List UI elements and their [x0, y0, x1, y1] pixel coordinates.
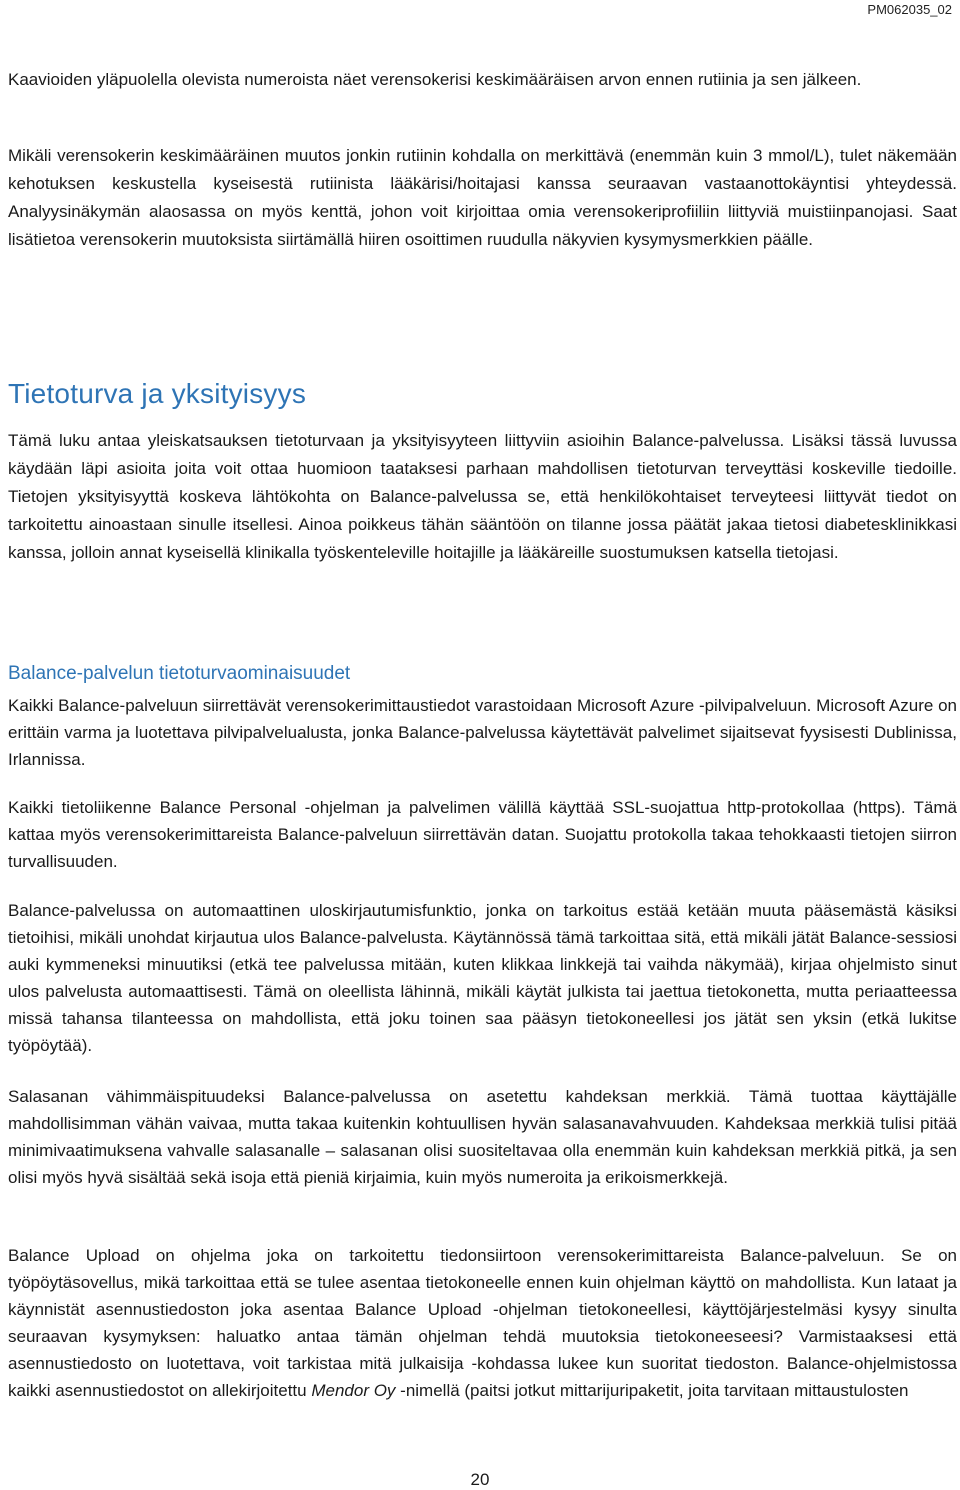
subsection-heading: Balance-palvelun tietoturvaominaisuudet: [8, 663, 351, 684]
subsection-paragraph-2: Kaikki tietoliikenne Balance Personal -ohjelman ja palvelimen välillä käyttää SSL-suojattua http-protokollaa (https). Tämä kattaa myös verensokerimittareista Balance-palveluun siirrettävän datan. Suojattu protokolla takaa tehokkaasti tietojen siirron turvallisuuden.: [8, 798, 957, 871]
document-code: PM062035_02: [867, 2, 952, 17]
subsection-paragraph-5: [8, 1242, 957, 1404]
subsection-paragraph-1: Kaikki Balance-palveluun siirrettävät verensokerimittaustiedot varastoidaan Microsoft Azure -pilvipalveluun. Microsoft Azure on erittäin varma ja luotettava pilvipalvelualusta, jonka Balance-palvelussa käytettävät palvelimet sijaitsevat fyysisesti Dublinissa, Irlannissa.: [8, 696, 957, 769]
paragraph-5-text-end: -nimellä (paitsi jotkut mittarijuripaketit, joita tarvitaan mittaustulosten: [395, 1381, 909, 1400]
intro-paragraph-2: Mikäli verensokerin keskimääräinen muutos jonkin rutiinin kohdalla on merkittävä (enemmän kuin 3 mmol/L), tulet näkemään kehotuksen keskustella kyseisestä rutiinista lääkärisi/hoitajasi kanssa seuraavan vastaanottokäyntisi yhteydessä. Analyysinäkymän alaosassa on myös kenttä, johon voit kirjoittaa omia verensokeriprofiiliin liittyviä muistiinpanojasi. Saat lisätietoa verensokerin muutoksista siirtämällä hiiren osoittimen ruudulla näkyvien kysymysmerkkien päälle.: [8, 146, 957, 249]
subsection-paragraph-4: Salasanan vähimmäispituudeksi Balance-palvelussa on asetettu kahdeksan merkkiä. Tämä tuottaa käyttäjälle mahdollisimman vähän vaivaa, mutta takaa kuitenkin kohtuullisen hyvän salasanavahvuuden. Kahdeksaa merkkiä tulisi pitää minimivaatimuksena vahvalle salasanalle – salasanan olisi suositeltavaa olla enemmän kuin kahdeksan merkkiä pitkä, ja sen olisi myös hyvä sisältää sekä isoja että pieniä kirjaimia, kuin myös numeroita ja erikoismerkkejä.: [8, 1087, 957, 1187]
company-name: Mendor Oy: [311, 1381, 396, 1400]
section-body-paragraph: Tämä luku antaa yleiskatsauksen tietoturvaan ja yksityisyyteen liittyviin asioihin Balance-palvelussa. Lisäksi tässä luvussa käydään läpi asioita joita voit ottaa huomioon taataksesi parhaan mahdollisen tietoturvan terveyttäsi koskeville tiedoille. Tietojen yksityisyyttä koskeva lähtökohta on Balance-palvelussa se, että henkilökohtaiset terveyteesi liittyvät tiedot on tarkoitettu ainoastaan sinulle itsellesi. Ainoa poikkeus tähän sääntöön on tilanne jossa päätät jakaa tietosi diabetesklinikkasi kanssa, jolloin annat kyseisellä klinikalla työskenteleville hoitajille ja lääkäreille suostumuksen katsella tietojasi.: [8, 431, 957, 562]
subsection-paragraph-3: Balance-palvelussa on automaattinen uloskirjautumisfunktio, jonka on tarkoitus estää ketään muuta pääsemästä käsiksi tietoihisi, mikäli unohdat kirjautua ulos Balance-palvelusta. Käytännössä tämä tarkoittaa sitä, että mikäli jätät Balance-sessiosi auki kymmeneksi minuutiksi (etkä tee palvelussa mitään, kuten klikkaa linkkejä tai vaihda näkymää), kirjaa ohjelmisto sinut ulos palvelusta automaattisesti. Tämä on oleellista lähinnä, mikäli käytät julkista tai jaettua tietokonetta, mutta periaatteessa missä tahansa tilanteessa on mahdollista, että joku toinen saa pääsyn tietokoneellesi jos jätät sen yksin (etkä lukitse työpöytää).: [8, 901, 957, 1055]
page-number: 20: [470, 1470, 490, 1489]
section-heading: Tietoturva ja yksityisyys: [8, 378, 307, 409]
intro-paragraph-1: Kaavioiden yläpuolella olevista numeroista näet verensokerisi keskimääräisen arvon ennen rutiinia ja sen jälkeen.: [8, 70, 862, 89]
paragraph-5-text-start: Balance Upload on ohjelma joka on tarkoitettu tiedonsiirtoon verensokerimittareista Balance-palveluun. Se on työpöytäsovellus, mikä tarkoittaa että se tulee asentaa tietokoneelle ennen kuin ohjelman käyttö on mahdollista. Kun lataat ja käynnistät asennustiedoston joka asentaa Balance Upload -ohjelman tietokoneellesi, käyttöjärjestelmäsi kysyy sinulta seuraavan kysymyksen: haluatko antaa tämän ohjelman tehdä muutoksia tietokoneeseesi? Varmistaaksesi että asennustiedosto on luotettava, voit tarkistaa mitä julkaisija -kohdassa lukee kun suoritat tiedoston. Balance-ohjelmistossa kaikki asennustiedostot on allekirjoitettu: [8, 1246, 957, 1400]
